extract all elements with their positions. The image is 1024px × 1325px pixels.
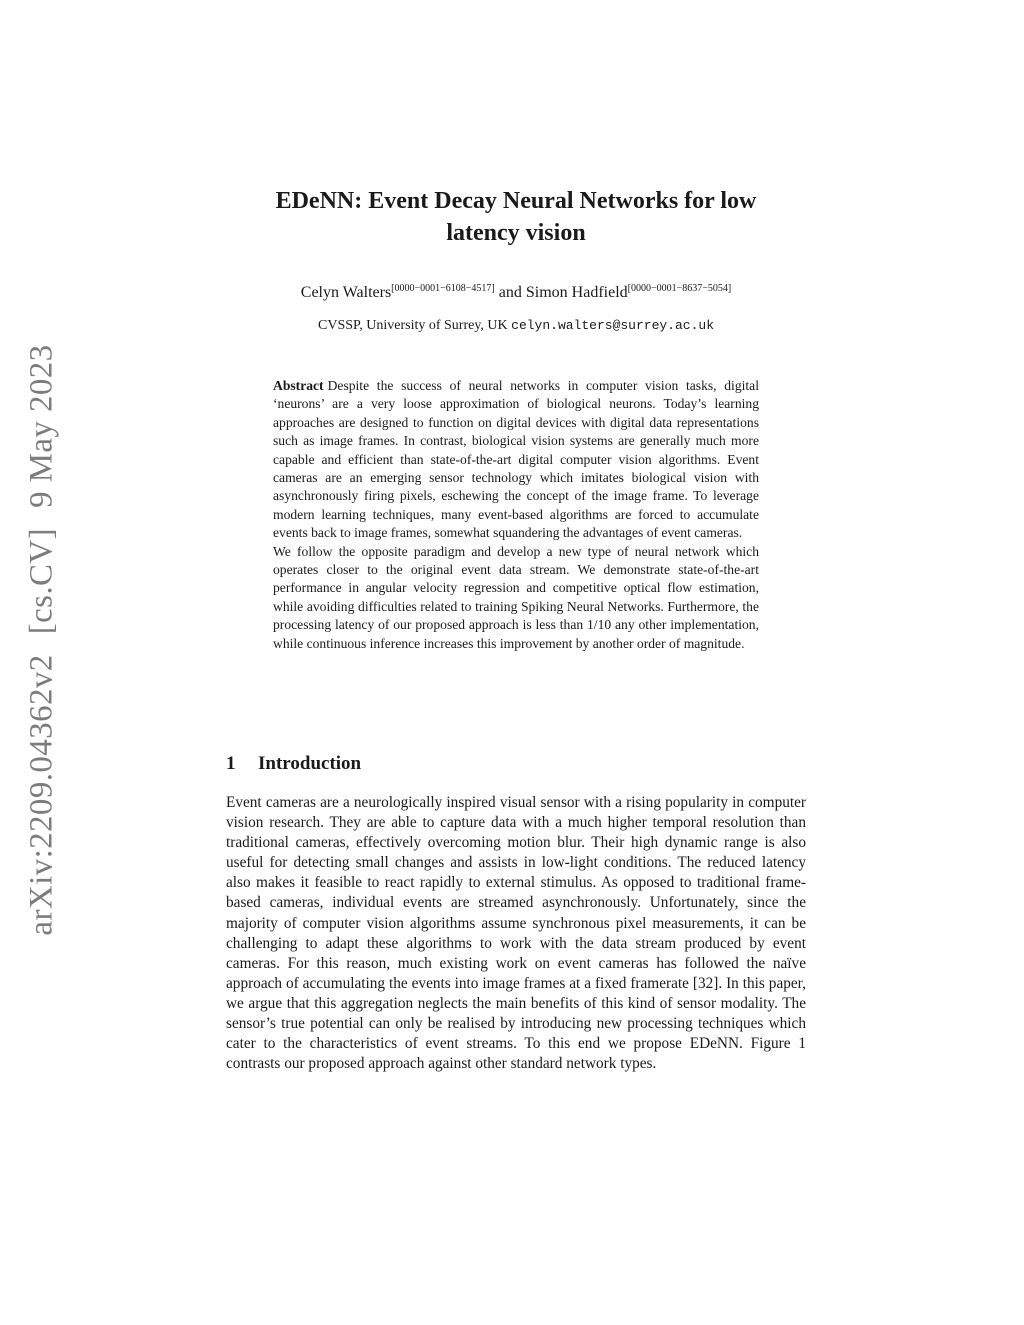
arxiv-date: 9 May 2023	[23, 344, 60, 508]
arxiv-category[interactable]: [cs.CV]	[23, 527, 60, 635]
orcid-id[interactable]: [0000−0001−6108−4517]	[391, 283, 495, 294]
arxiv-stamp	[0, 0, 80, 1325]
arxiv-stamp-text	[24, 344, 61, 935]
author-conjunction: and	[498, 284, 522, 301]
author-name: Simon Hadfield	[525, 284, 628, 301]
section-title: Introduction	[258, 753, 362, 774]
body-paragraph: Event cameras are a neurologically inspired visual sensor with a rising popularity in computer vision research. They are able to capture data with a much higher temporal resolution than traditional cameras, effectively overcoming motion blur. Their high dynamic range is also useful for detecting small changes and assists in low-light conditions. The reduced latency also makes it feasible to react rapidly to external stimulus. As opposed to traditional frame-based cameras, individual events are streamed asynchronously. Unfortunately, since the majority of computer vision algorithms assume synchronous pixel measurements, it can be challenging to adapt these algorithms to work with the data stream produced by event cameras. For this reason, much existing work on event cameras has followed the naïve approach of accumulating the events into image frames at a fixed framerate [32]. In this paper, we argue that this aggregation neglects the main benefits of this kind of sensor modality. The sensor’s true potential can only be realised by introducing new processing techniques which cater to the characteristics of event streams. To this end we propose EDeNN. Figure 1 contrasts our proposed approach against other standard network types.	[226, 794, 806, 1073]
affiliation	[226, 318, 806, 334]
section-heading	[226, 753, 806, 775]
email-link[interactable]: celyn.walters@surrey.ac.uk	[511, 318, 714, 333]
author-name: Celyn Walters	[300, 284, 392, 301]
title-line-2: latency vision	[446, 220, 586, 246]
author-list	[226, 283, 806, 302]
abstract-label: Abstract	[273, 378, 324, 393]
abstract-paragraph	[273, 377, 759, 543]
title-line-1: EDeNN: Event Decay Neural Networks for low	[275, 188, 757, 214]
abstract-text: Despite the success of neural networks in computer vision tasks, digital ‘neurons’ are a very loose approximation of biological neurons. Today’s learning approaches are designed to function on digital devices with digital data representations such as image frames. In contrast, biological vision systems are generally much more capable and efficient than state-of-the-art digital computer vision algorithms. Event cameras are an emerging sensor technology which imitates biological vision with asynchronously firing pixels, eschewing the concept of the image frame. To leverage modern learning techniques, many event-based algorithms are forced to accumulate events back to image frames, somewhat squandering the advantages of event cameras.	[273, 378, 759, 541]
orcid-id[interactable]: [0000−0001−8637−5054]	[627, 283, 732, 294]
arxiv-id[interactable]: arXiv:2209.04362v2	[23, 654, 60, 936]
paper-title	[226, 185, 806, 249]
section-number: 1	[226, 753, 236, 774]
affiliation-org: CVSSP, University of Surrey, UK	[318, 318, 508, 333]
abstract-paragraph: We follow the opposite paradigm and develop a new type of neural network which operates closer to the original event data stream. We demonstrate state-of-the-art performance in angular velocity regression and competitive optical flow estimation, while avoiding difficulties related to training Spiking Neural Networks. Furthermore, the processing latency of our proposed approach is less than 1/10 any other implementation, while continuous inference increases this improvement by another order of magnitude.	[273, 543, 759, 651]
abstract	[273, 377, 759, 653]
